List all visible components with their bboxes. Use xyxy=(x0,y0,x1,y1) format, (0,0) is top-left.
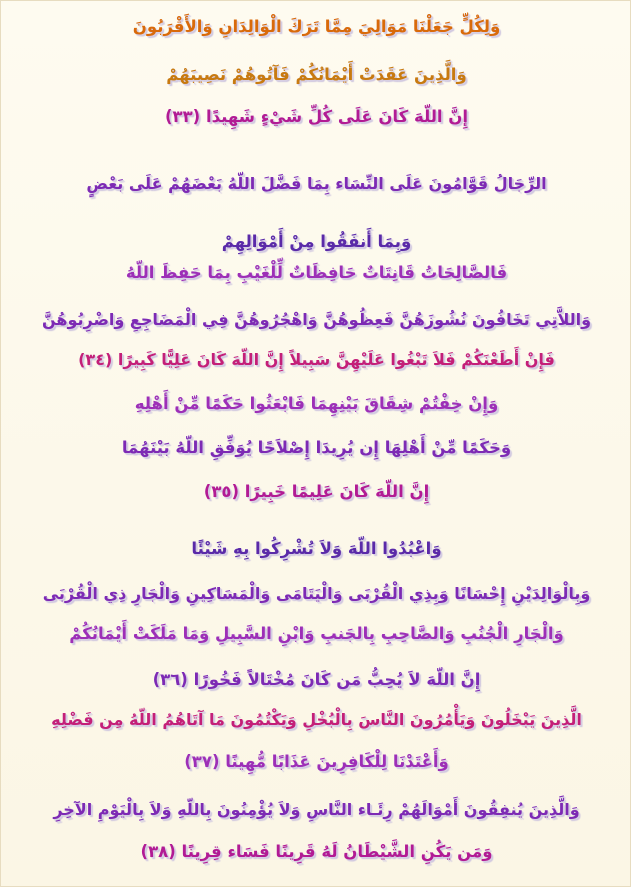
verse-line-2: وَالَّذِينَ عَقَدَتْ أَيْمَانُكُمْ فَآتُوهُمْ نَصِيبَهُمْ xyxy=(166,65,467,84)
verse-line-11: إِنَّ اللّهَ كَانَ عَلِيمًا خَبِيرًا (٣٥) xyxy=(203,482,430,501)
verse-line-9: وَإِنْ خِفْتُمْ شِقَاقَ بَيْنِهِمَا فَابْعَثُوا حَكَمًا مِّنْ أَهْلِهِ xyxy=(134,394,499,413)
verse-line-18: وَالَّذِينَ يُنفِقُونَ أَمْوَالَهُمْ رِئَـاء النَّاسِ وَلاَ يُؤْمِنُونَ بِاللّهِ وَلاَ بِالْيَوْمِ الآخِرِ xyxy=(53,800,580,819)
verse-line-14: وَالْجَارِ الْجُنُبِ وَالصَّاحِبِ بِالجَنبِ وَابْنِ السَّبِيلِ وَمَا مَلَكَتْ أَيْمَانُكُمْ xyxy=(69,624,564,643)
verse-line-10: وَحَكَمًا مِّنْ أَهْلِهَا إِن يُرِيدَا إِصْلاَحًا يُوَفِّقِ اللّهُ بَيْنَهُمَا xyxy=(121,438,512,457)
verse-line-7: وَاللاَّتِي تَخَافُونَ نُشُوزَهُنَّ فَعِظُوهُنَّ وَاهْجُرُوهُنَّ فِي الْمَضَاجِعِ وَاضْرِبُوهُنَّ xyxy=(41,310,592,329)
verse-line-4: الرِّجَالُ قَوَّامُونَ عَلَى النِّسَاء بِمَا فَضَّلَ اللّهُ بَعْضَهُمْ عَلَى بَعْضٍ xyxy=(86,174,547,193)
verse-line-5: وَبِمَا أَنفَقُوا مِنْ أَمْوَالِهِمْ xyxy=(221,232,412,251)
verse-line-12: وَاعْبُدُوا اللّهَ وَلاَ تُشْرِكُوا بِهِ شَيْئًا xyxy=(191,539,442,558)
verse-line-1: وَلِكُلٍّ جَعَلْنَا مَوَالِيَ مِمَّا تَرَكَ الْوَالِدَانِ وَالأَقْرَبُونَ xyxy=(132,17,501,36)
verse-line-3: إِنَّ اللّهَ كَانَ عَلَى كُلِّ شَيْءٍ شَهِيدًا (٣٣) xyxy=(164,107,469,126)
verse-line-19: وَمَن يَكُنِ الشَّيْطَانُ لَهُ قَرِينًا فَسَاء قِرِينًا (٣٨) xyxy=(140,842,493,861)
verse-line-15: إِنَّ اللّهَ لاَ يُحِبُّ مَن كَانَ مُخْتَالاً فَخُورًا (٣٦) xyxy=(152,670,481,689)
verse-line-17: وَأَعْتَدْنَا لِلْكَافِرِينَ عَذَابًا مُّهِينًا (٣٧) xyxy=(184,752,449,771)
verse-line-16: الَّذِينَ يَبْخَلُونَ وَيَأْمُرُونَ النَّاسَ بِالْبُخْلِ وَيَكْتُمُونَ مَا آتَاهُمُ اللّهُ مِن فَضْلِهِ xyxy=(51,710,582,729)
verse-line-8: فَإِنْ أَطَعْنَكُمْ فَلاَ تَبْغُوا عَلَيْهِنَّ سَبِيلاً إِنَّ اللّهَ كَانَ عَلِيًّا كَبِيرًا (٣٤) xyxy=(78,350,555,369)
verse-line-13: وَبِالْوَالِدَيْنِ إِحْسَانًا وَبِذِي الْقُرْبَى وَالْيَتَامَى وَالْمَسَاكِينِ وَالْجَارِ ذِي الْقُرْبَى xyxy=(42,584,591,603)
verse-line-6: فَالصَّالِحَاتُ قَانِتَاتٌ حَافِظَاتٌ لِّلْغَيْبِ بِمَا حَفِظَ اللّهُ xyxy=(125,263,508,282)
